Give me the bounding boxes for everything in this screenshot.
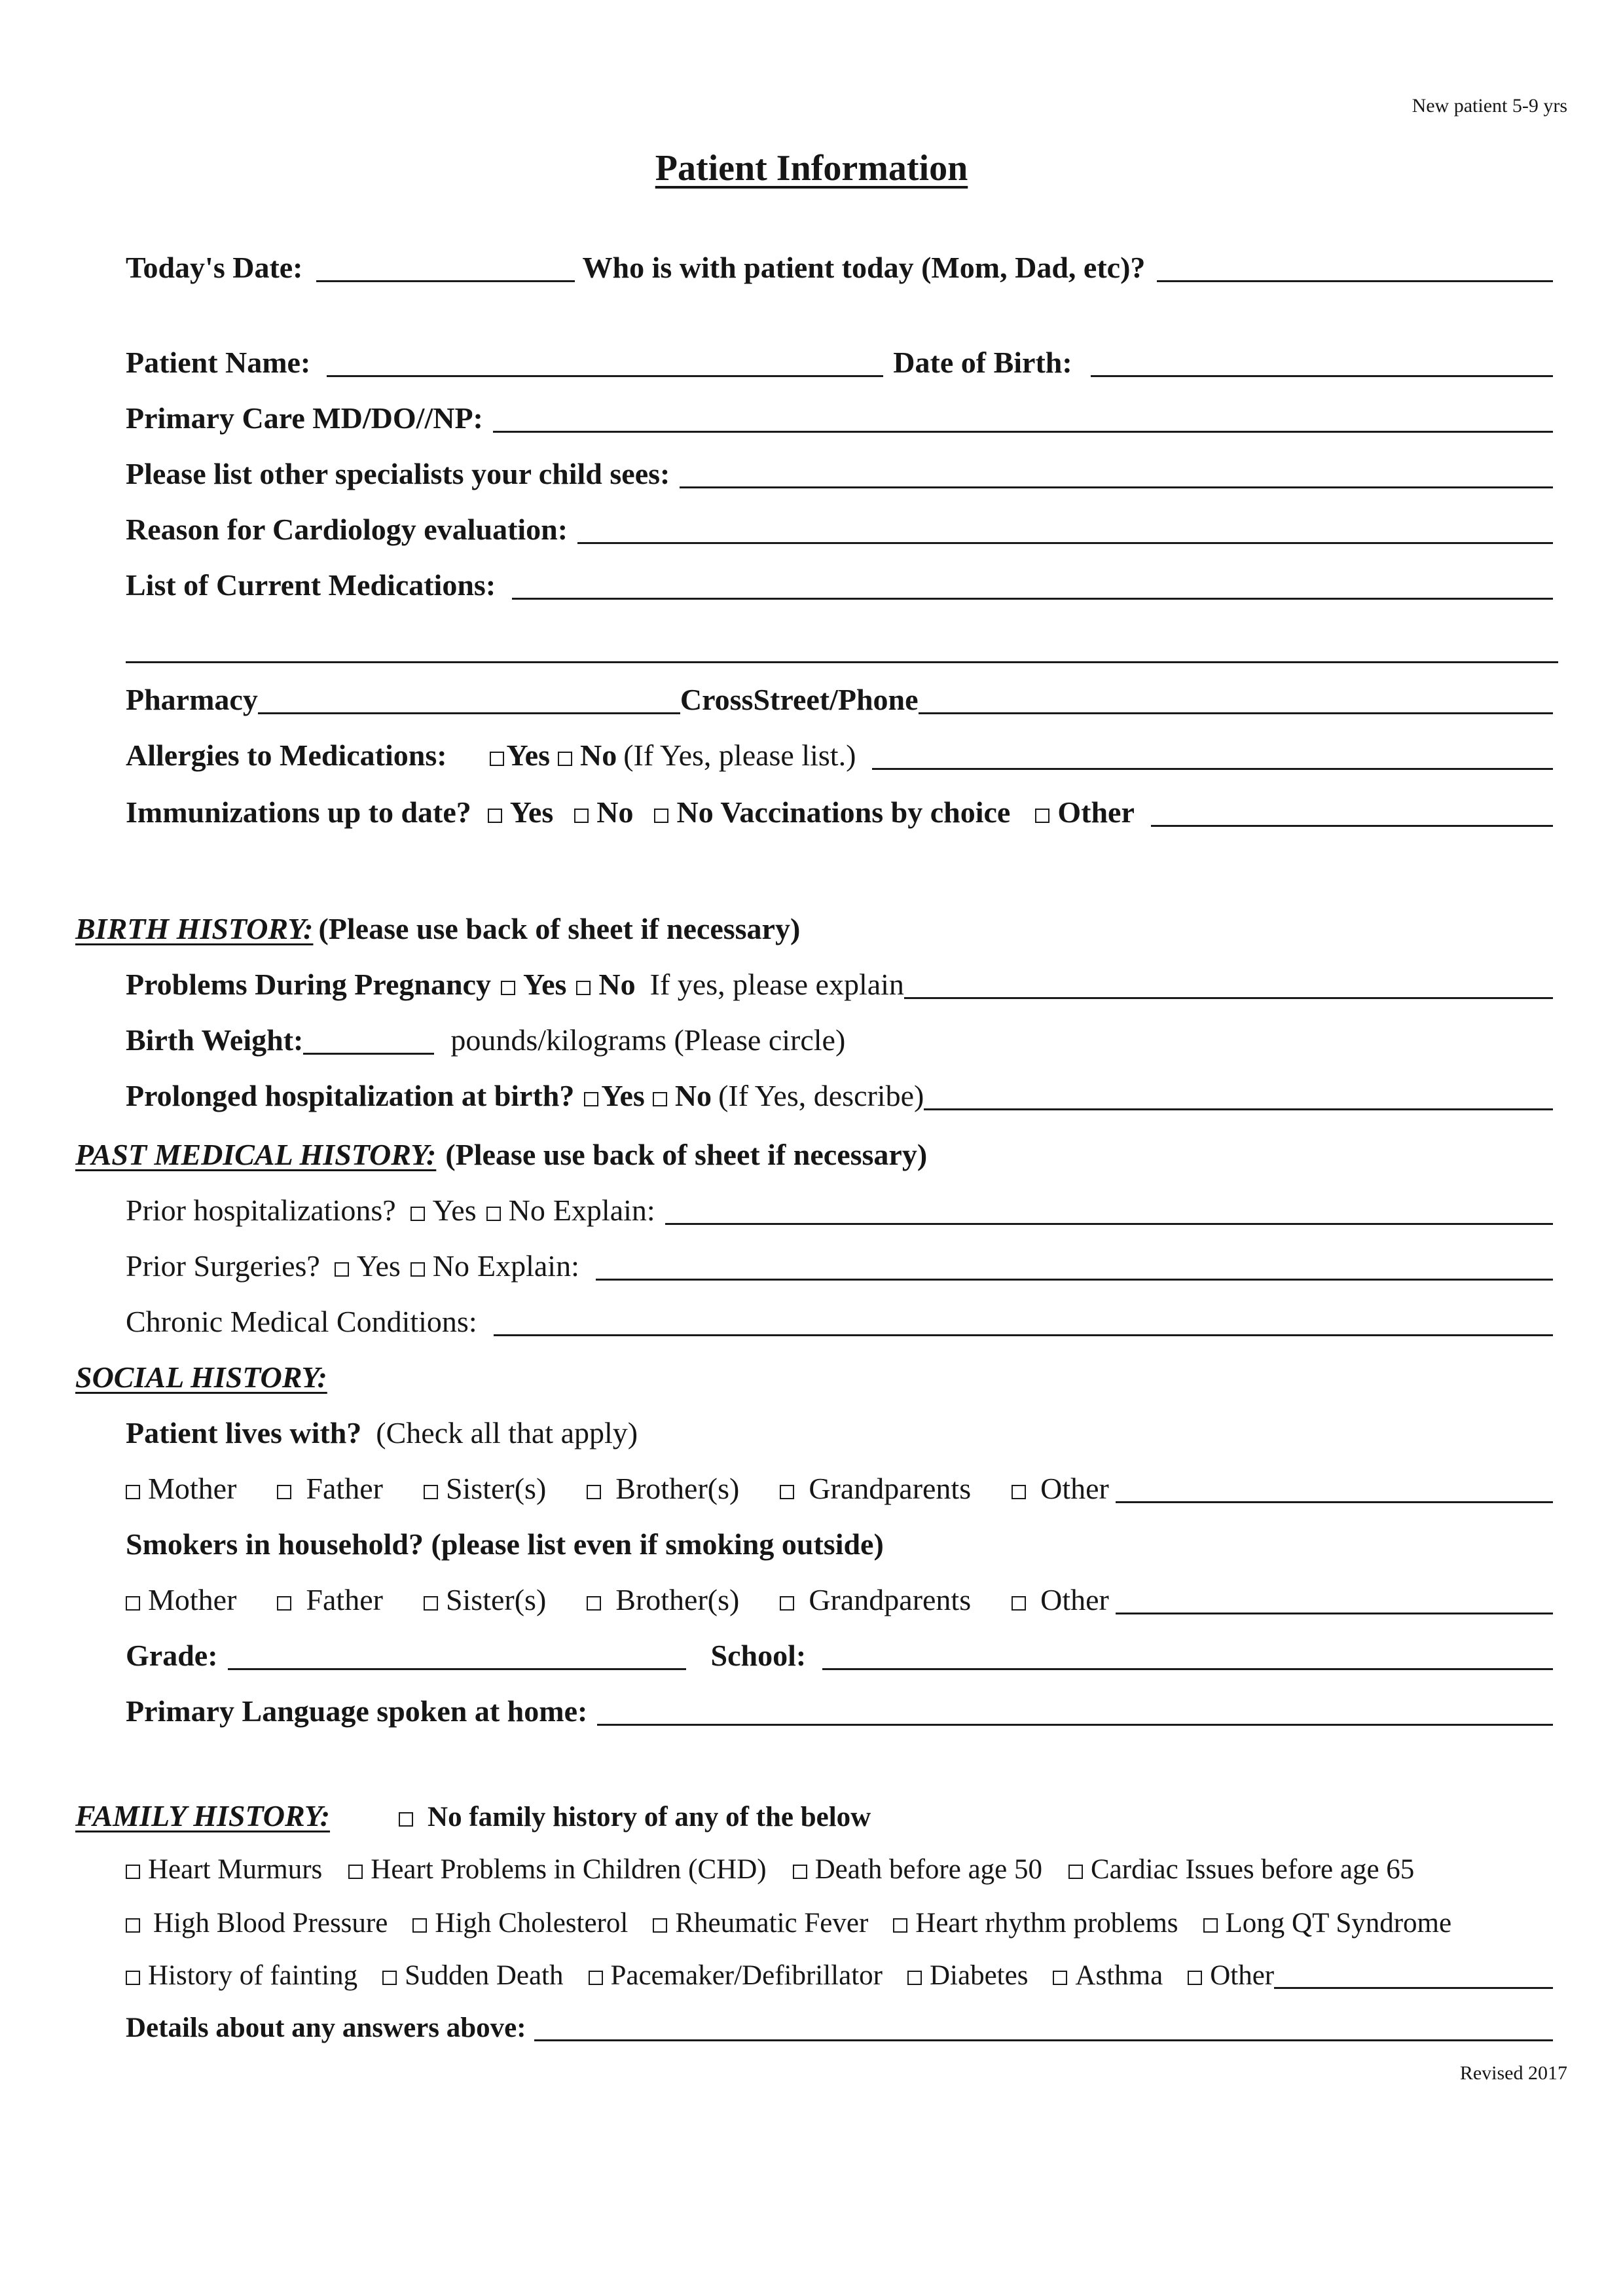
row-past-medical-heading: [75, 1133, 1555, 1172]
pharmacy-label: Pharmacy: [126, 683, 258, 716]
row-social-heading: [75, 1355, 1555, 1394]
surg-no-label: No: [432, 1249, 469, 1283]
row-pregnancy: [126, 962, 1553, 1002]
row-language: [126, 1689, 1553, 1728]
details-field[interactable]: [534, 2039, 1553, 2041]
weight-units: pounds/kilograms (Please circle): [450, 1023, 846, 1057]
member-label: Father: [306, 1583, 383, 1616]
fh-checkbox[interactable]: [793, 1865, 807, 1879]
pharmacy-field[interactable]: [258, 712, 680, 714]
row-family-2: [126, 1900, 1553, 1939]
todays-date-field[interactable]: [316, 280, 575, 282]
medications-field-extra[interactable]: [126, 661, 1558, 663]
fh-checkbox[interactable]: [126, 1918, 140, 1933]
birth-history-heading: BIRTH HISTORY:: [75, 912, 314, 945]
language-field[interactable]: [597, 1724, 1553, 1726]
lives-mother-checkbox[interactable]: [126, 1485, 140, 1499]
smoker-father-checkbox[interactable]: [277, 1596, 291, 1611]
language-label: Primary Language spoken at home:: [126, 1694, 588, 1728]
row-medications: [126, 563, 1553, 602]
fh-checkbox[interactable]: [589, 1971, 603, 1985]
lives-other-field[interactable]: [1116, 1501, 1553, 1503]
row-primary-care: [126, 396, 1553, 435]
fh-label: Long QT Syndrome: [1225, 1908, 1452, 1939]
row-lives-with-options: [126, 1467, 1553, 1506]
pregnancy-yes-label: Yes: [522, 968, 567, 1001]
cross-street-field[interactable]: [919, 712, 1553, 714]
lives-with-label: Patient lives with?: [126, 1416, 362, 1449]
fh-label: Sudden Death: [405, 1960, 564, 1991]
prolonged-label: Prolonged hospitalization at birth?: [126, 1079, 575, 1112]
prolonged-yes-checkbox[interactable]: [584, 1092, 598, 1106]
chronic-field[interactable]: [494, 1334, 1553, 1336]
member-label: Grandparents: [809, 1583, 972, 1616]
prolonged-yes-label: Yes: [601, 1079, 645, 1112]
fh-checkbox[interactable]: [348, 1865, 363, 1879]
reason-field[interactable]: [577, 542, 1553, 544]
member-label: Mother: [148, 1583, 237, 1616]
pregnancy-label: Problems During Pregnancy: [126, 968, 491, 1001]
grade-field[interactable]: [228, 1668, 686, 1670]
imm-option: Other: [1057, 795, 1135, 829]
birth-weight-field[interactable]: [303, 1053, 434, 1055]
who-with-field[interactable]: [1157, 280, 1553, 282]
no-family-history-checkbox[interactable]: [399, 1812, 413, 1827]
revised-note: Revised 2017: [1459, 2062, 1567, 2084]
row-todays-date: [126, 246, 1553, 285]
fh-checkbox[interactable]: [412, 1918, 427, 1933]
immunizations-label: Immunizations up to date?: [126, 795, 471, 829]
past-medical-heading: PAST MEDICAL HISTORY:: [75, 1138, 437, 1171]
hosp-explain-field[interactable]: [665, 1223, 1553, 1225]
version-note: New patient 5-9 yrs: [1412, 95, 1567, 117]
member-label: Father: [306, 1472, 383, 1505]
row-details: [126, 2005, 1553, 2044]
imm-other-checkbox[interactable]: [1035, 809, 1049, 823]
lives-sister-checkbox[interactable]: [424, 1485, 438, 1499]
row-surgeries: [126, 1244, 1553, 1283]
pregnancy-no-checkbox[interactable]: [576, 981, 591, 995]
member-label: Sister(s): [445, 1472, 547, 1505]
fh-checkbox[interactable]: [653, 1918, 667, 1933]
member-label: Mother: [148, 1472, 237, 1505]
smoker-grandparents-checkbox[interactable]: [780, 1596, 794, 1611]
primary-care-field[interactable]: [493, 431, 1553, 433]
fh-label: High Blood Pressure: [153, 1908, 388, 1939]
fh-label: High Cholesterol: [435, 1908, 629, 1939]
scan-speck: [1152, 282, 1178, 308]
row-smokers: [126, 1522, 1553, 1561]
surg-yes-checkbox[interactable]: [335, 1262, 349, 1277]
family-history-heading: FAMILY HISTORY:: [75, 1799, 331, 1832]
row-lives-with: [126, 1411, 1553, 1450]
row-chronic: [126, 1300, 1553, 1339]
surg-explain-label: Explain:: [477, 1249, 579, 1283]
allergy-yes-checkbox[interactable]: [490, 752, 504, 766]
hosp-no-label: No: [508, 1194, 545, 1227]
allergy-list-field[interactable]: [872, 768, 1553, 770]
member-label: Sister(s): [445, 1583, 547, 1616]
scan-speck: [1152, 36, 1178, 62]
school-field[interactable]: [822, 1668, 1553, 1670]
smoker-other-checkbox[interactable]: [1012, 1596, 1026, 1611]
fh-checkbox[interactable]: [126, 1971, 140, 1985]
fh-checkbox[interactable]: [1188, 1971, 1202, 1985]
fh-label: Heart Murmurs: [148, 1854, 323, 1885]
imm-no-vacc-checkbox[interactable]: [654, 809, 668, 823]
who-with-label: Who is with patient today (Mom, Dad, etc)?: [582, 251, 1146, 284]
primary-care-label: Primary Care MD/DO//NP:: [126, 401, 483, 435]
fh-label: Heart Problems in Children (CHD): [371, 1854, 767, 1885]
row-hospitalizations: [126, 1188, 1553, 1228]
imm-yes-checkbox[interactable]: [488, 809, 502, 823]
prolonged-no-label: No: [674, 1079, 712, 1112]
row-prolonged: [126, 1074, 1553, 1113]
row-specialists: [126, 452, 1553, 491]
fh-label: Asthma: [1075, 1960, 1163, 1991]
row-reason: [126, 507, 1553, 547]
prolonged-no-checkbox[interactable]: [653, 1092, 667, 1106]
dob-label: Date of Birth:: [893, 346, 1072, 379]
imm-option: No Vaccinations by choice: [676, 795, 1011, 829]
surg-yes-label: Yes: [356, 1249, 401, 1283]
pregnancy-no-label: No: [598, 968, 636, 1001]
fh-label: Cardiac Issues before age 65: [1091, 1854, 1415, 1885]
row-patient-name: [126, 340, 1553, 380]
row-grade-school: [126, 1633, 1553, 1673]
fh-label: Heart rhythm problems: [915, 1908, 1178, 1939]
no-family-history-label: No family history of any of the below: [428, 1802, 871, 1832]
lives-with-note: (Check all that apply): [376, 1416, 638, 1449]
medications-field[interactable]: [512, 598, 1553, 600]
smoker-brother-checkbox[interactable]: [587, 1596, 601, 1611]
smoker-sister-checkbox[interactable]: [424, 1596, 438, 1611]
member-label: Brother(s): [615, 1472, 740, 1505]
row-family-1: [126, 1846, 1553, 1886]
hospitalizations-label: Prior hospitalizations?: [126, 1194, 396, 1227]
row-family-heading: [75, 1794, 1555, 1833]
lives-brother-checkbox[interactable]: [587, 1485, 601, 1499]
imm-option: No: [596, 795, 634, 829]
fh-checkbox[interactable]: [907, 1971, 922, 1985]
hosp-explain-label: Explain:: [553, 1194, 655, 1227]
row-family-3: [126, 1952, 1553, 1992]
fh-checkbox[interactable]: [126, 1865, 140, 1879]
row-immunizations: [126, 790, 1553, 829]
fh-checkbox[interactable]: [1203, 1918, 1218, 1933]
lives-grandparents-checkbox[interactable]: [780, 1485, 794, 1499]
past-medical-note: (Please use back of sheet if necessary): [445, 1138, 928, 1171]
surg-explain-field[interactable]: [596, 1279, 1553, 1281]
fh-checkbox[interactable]: [893, 1918, 907, 1933]
prolonged-note: (If Yes, describe): [718, 1079, 924, 1112]
hosp-yes-label: Yes: [432, 1194, 477, 1227]
details-label: Details about any answers above:: [126, 2013, 526, 2043]
smoker-other-field[interactable]: [1116, 1613, 1553, 1614]
allergies-label: Allergies to Medications:: [126, 738, 447, 772]
lives-father-checkbox[interactable]: [277, 1485, 291, 1499]
birth-weight-label: Birth Weight:: [126, 1023, 304, 1057]
lives-other-checkbox[interactable]: [1012, 1485, 1026, 1499]
member-label: Other: [1040, 1472, 1109, 1505]
fh-label: Diabetes: [929, 1960, 1029, 1991]
member-label: Other: [1040, 1583, 1109, 1616]
fh-checkbox[interactable]: [1053, 1971, 1067, 1985]
member-label: Grandparents: [809, 1472, 972, 1505]
fh-label: Death before age 50: [814, 1854, 1042, 1885]
grade-label: Grade:: [126, 1639, 218, 1672]
cross-street-label: CrossStreet/Phone: [680, 683, 919, 716]
row-smokers-options: [126, 1578, 1553, 1617]
allergy-yes-label: Yes: [506, 738, 550, 772]
chronic-label: Chronic Medical Conditions:: [126, 1305, 477, 1338]
page-title: Patient Information: [655, 148, 968, 189]
imm-no-checkbox[interactable]: [574, 809, 589, 823]
imm-option: Yes: [509, 795, 554, 829]
patient-name-label: Patient Name:: [126, 346, 311, 379]
hosp-yes-checkbox[interactable]: [410, 1207, 425, 1221]
fh-label: Rheumatic Fever: [675, 1908, 869, 1939]
todays-date-label: Today's Date:: [126, 251, 303, 284]
birth-history-note: (Please use back of sheet if necessary): [318, 912, 801, 945]
imm-other-field[interactable]: [1151, 825, 1553, 827]
row-birth-heading: [75, 907, 1555, 946]
allergy-no-checkbox[interactable]: [558, 752, 572, 766]
reason-label: Reason for Cardiology evaluation:: [126, 513, 568, 546]
patient-name-field[interactable]: [327, 375, 883, 377]
fh-label: Other: [1210, 1960, 1275, 1991]
school-label: School:: [710, 1639, 807, 1672]
smokers-label: Smokers in household? (please list even if smoking outside): [126, 1527, 884, 1561]
row-pharmacy: [126, 678, 1553, 717]
fh-other-field[interactable]: [1274, 1987, 1553, 1989]
social-history-heading: SOCIAL HISTORY:: [75, 1360, 327, 1394]
surg-no-checkbox[interactable]: [410, 1262, 425, 1277]
allergy-note: (If Yes, please list.): [623, 738, 856, 772]
medications-label: List of Current Medications:: [126, 568, 496, 602]
smoker-mother-checkbox[interactable]: [126, 1596, 140, 1611]
row-birth-weight: [126, 1018, 1553, 1057]
member-label: Brother(s): [615, 1583, 740, 1616]
pregnancy-explain-label: If yes, please explain: [649, 968, 904, 1001]
fh-label: Pacemaker/Defibrillator: [610, 1960, 883, 1991]
prolonged-field[interactable]: [924, 1108, 1553, 1110]
pregnancy-yes-checkbox[interactable]: [501, 981, 515, 995]
fh-checkbox[interactable]: [1068, 1865, 1083, 1879]
dob-field[interactable]: [1091, 375, 1553, 377]
specialists-label: Please list other specialists your child sees:: [126, 457, 670, 490]
fh-label: History of fainting: [148, 1960, 358, 1991]
fh-checkbox[interactable]: [382, 1971, 397, 1985]
allergy-no-label: No: [580, 738, 617, 772]
pregnancy-explain-field[interactable]: [904, 997, 1553, 999]
hosp-no-checkbox[interactable]: [486, 1207, 501, 1221]
specialists-field[interactable]: [680, 486, 1553, 488]
row-allergies: [126, 733, 1553, 773]
surgeries-label: Prior Surgeries?: [126, 1249, 320, 1283]
